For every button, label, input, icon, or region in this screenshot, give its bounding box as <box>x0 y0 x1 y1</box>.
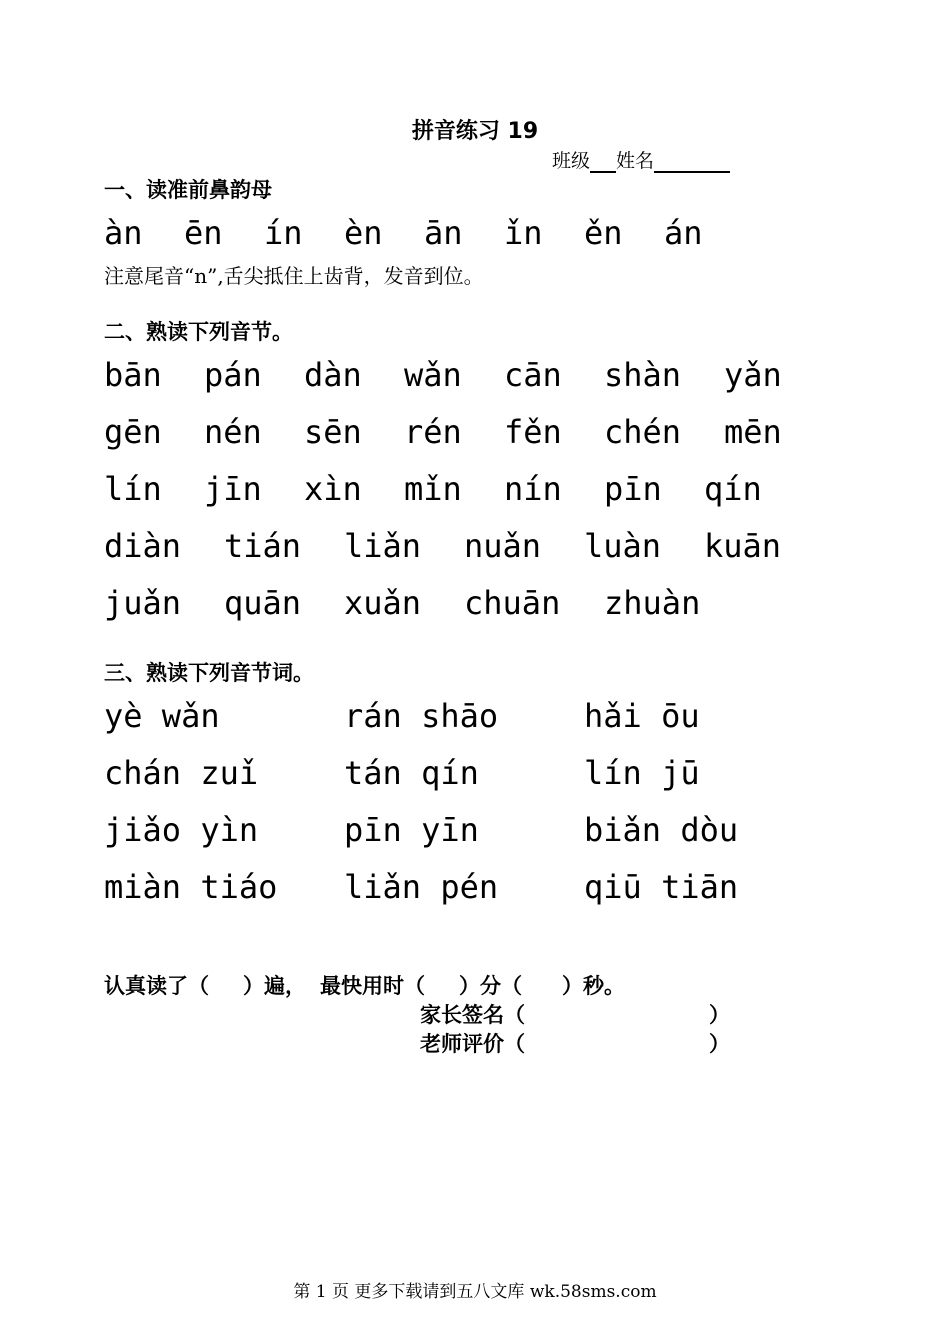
name-label: 姓名 <box>616 150 655 172</box>
syllable-item: tián <box>224 527 302 565</box>
seconds-label: ）秒。 <box>562 974 625 998</box>
syllable-item: jīn <box>204 470 262 508</box>
syllable-item: wǎn <box>404 356 462 394</box>
syllable-item: rén <box>404 413 462 451</box>
syllable-item: nuǎn <box>464 527 542 565</box>
syllable-item: nén <box>204 413 262 451</box>
syllable-item: shàn <box>604 356 682 394</box>
word-item: hǎi ōu <box>584 697 700 735</box>
section3-heading: 三、熟读下列音节词。 <box>104 661 314 685</box>
syllable-item: pīn <box>604 470 662 508</box>
word-item: jiǎo yìn <box>104 811 259 849</box>
minutes-label: ）分（ <box>459 974 522 998</box>
syllable-item: liǎn <box>344 527 422 565</box>
reading-record-line <box>104 970 625 1000</box>
final-item: ān <box>424 214 463 252</box>
teacher-evaluation-label: 老师评价（ <box>420 1032 525 1056</box>
final-item: ěn <box>584 214 623 252</box>
syllable-item: qín <box>704 470 762 508</box>
teacher-evaluation-close: ） <box>709 1032 730 1056</box>
word-item: yè wǎn <box>104 697 220 735</box>
syllable-item: cān <box>504 356 562 394</box>
teacher-evaluation-line <box>420 1028 730 1058</box>
fastest-time-label: 最快用时（ <box>320 974 425 998</box>
syllable-item: lín <box>104 470 162 508</box>
section2-heading: 二、熟读下列音节。 <box>104 320 293 344</box>
word-item: biǎn dòu <box>584 811 739 849</box>
syllable-item: gēn <box>104 413 162 451</box>
syllable-item: kuān <box>704 527 782 565</box>
parent-signature-close: ） <box>709 1003 730 1027</box>
final-item: ǐn <box>504 214 543 252</box>
page-title: 拼音练习 19 <box>411 119 539 144</box>
syllable-item: yǎn <box>724 356 782 394</box>
class-name-line <box>552 146 730 173</box>
parent-signature-label: 家长签名（ <box>420 1003 525 1027</box>
syllable-item: xìn <box>304 470 362 508</box>
pronunciation-note: 注意尾音“n”,舌尖抵住上齿背，发音到位。 <box>104 264 484 288</box>
syllable-item: xuǎn <box>344 584 422 622</box>
parent-signature-line <box>420 999 730 1029</box>
class-blank <box>590 153 616 173</box>
name-blank <box>654 153 730 173</box>
word-item: miàn tiáo <box>104 868 278 906</box>
syllable-item: nín <box>504 470 562 508</box>
syllable-item: sēn <box>304 413 362 451</box>
final-item: ín <box>264 214 303 252</box>
syllable-item: pán <box>204 356 262 394</box>
syllable-item: fěn <box>504 413 562 451</box>
word-item: liǎn pén <box>344 868 499 906</box>
word-item: qiū tiān <box>584 868 739 906</box>
word-item: lín jū <box>584 754 700 792</box>
syllable-item: quān <box>224 584 302 622</box>
syllable-item: mǐn <box>404 470 462 508</box>
syllable-item: dàn <box>304 356 362 394</box>
syllable-item: chuān <box>464 584 561 622</box>
syllable-item: juǎn <box>104 584 182 622</box>
final-item: án <box>664 214 703 252</box>
class-label: 班级 <box>552 150 591 172</box>
word-item: tán qín <box>344 754 479 792</box>
syllable-item: luàn <box>584 527 662 565</box>
reading-count-close: ）遍， <box>243 974 306 998</box>
word-item: pīn yīn <box>344 811 479 849</box>
syllable-item: chén <box>604 413 682 451</box>
section1-heading: 一、读准前鼻韵母 <box>104 178 272 202</box>
page-footer: 第 1 页 更多下载请到五八文库 wk.58sms.com <box>293 1282 657 1302</box>
final-item: àn <box>104 214 143 252</box>
syllable-item: zhuàn <box>604 584 701 622</box>
word-item: chán zuǐ <box>104 754 259 792</box>
final-item: ēn <box>184 214 223 252</box>
word-item: rán shāo <box>344 697 499 735</box>
reading-count-label: 认真读了（ <box>104 974 209 998</box>
syllable-item: mēn <box>724 413 782 451</box>
syllable-item: bān <box>104 356 162 394</box>
final-item: èn <box>344 214 383 252</box>
syllable-item: diàn <box>104 527 182 565</box>
